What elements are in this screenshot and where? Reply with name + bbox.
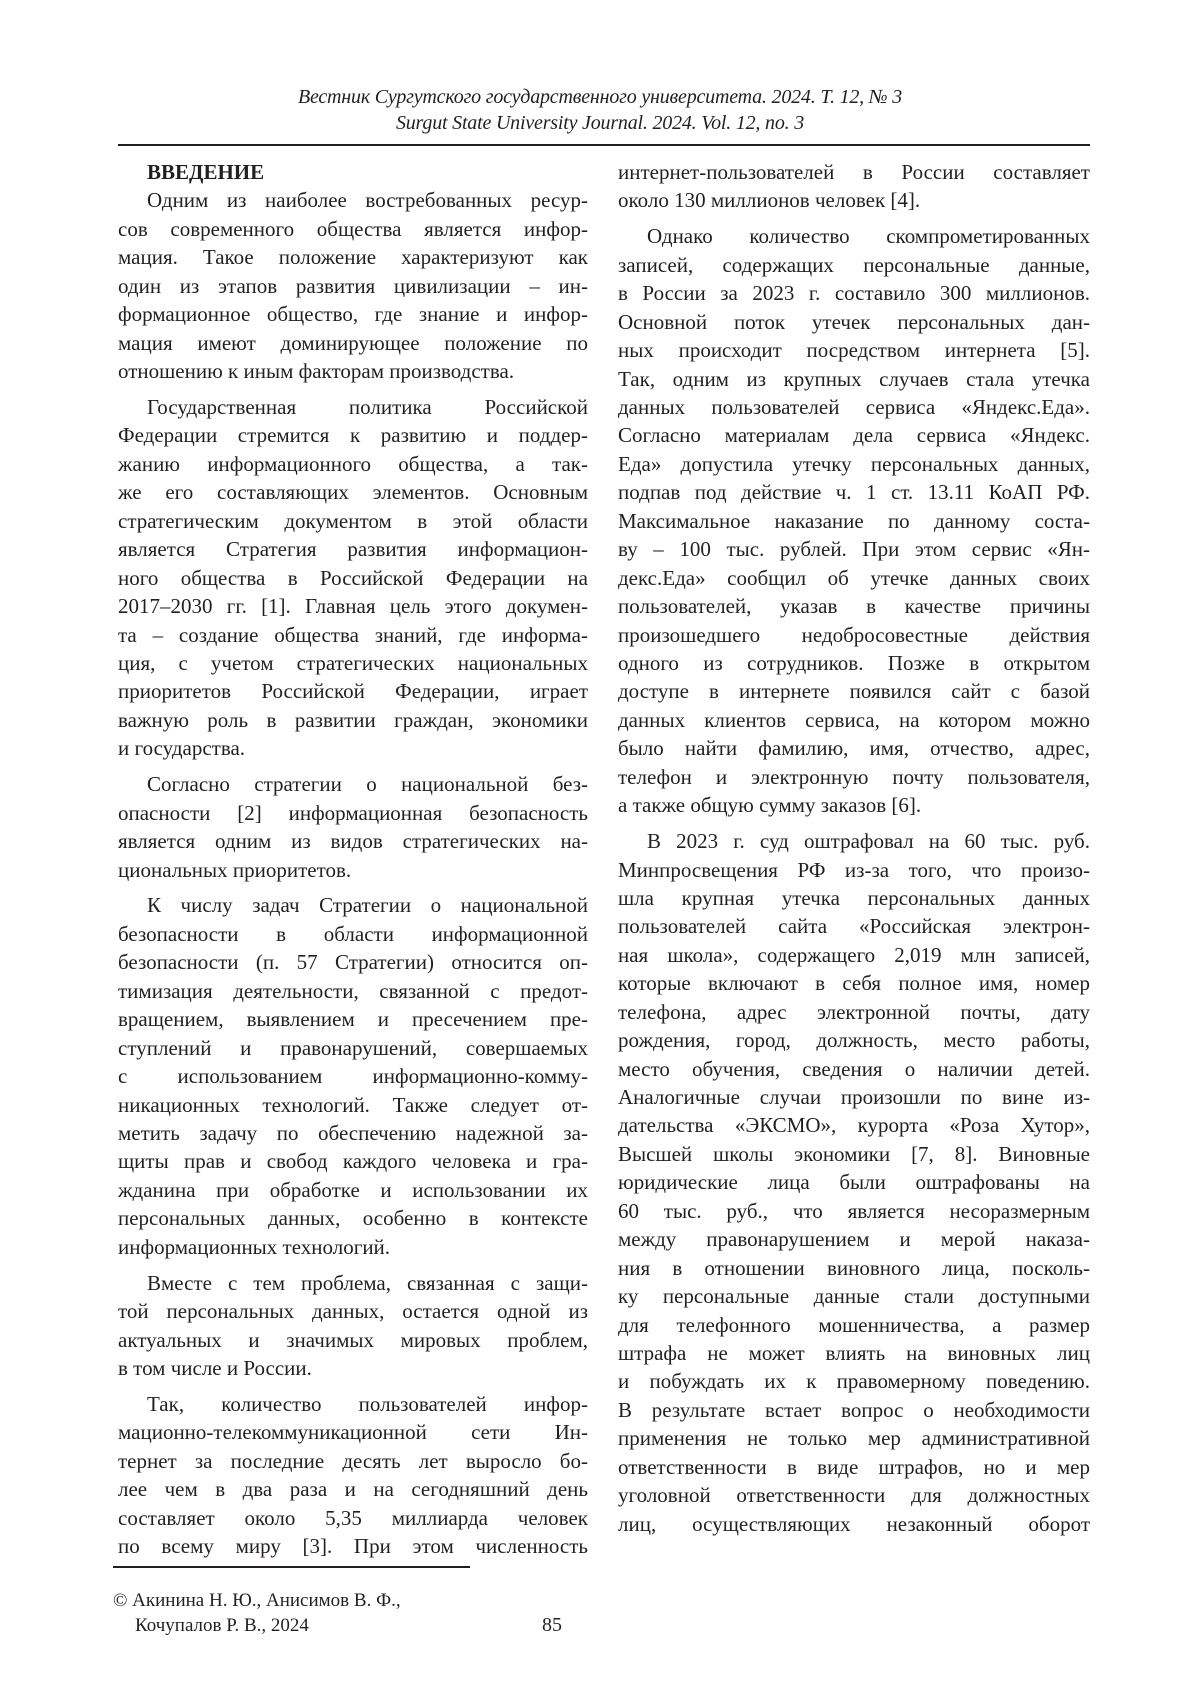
text-line: информационных технологий. — [118, 1233, 588, 1261]
text-line: ная школа», содержащего 2,019 млн записей, — [618, 941, 1090, 969]
journal-title-en: Surgut State University Journal. 2024. Vol. 12, no. 3 — [0, 112, 1200, 135]
text-line: никационных технологий. Также следует от- — [118, 1091, 588, 1119]
text-line: та – создание общества знаний, где информа- — [118, 621, 588, 649]
header-rule — [118, 144, 1090, 146]
text-line: Аналогичные случаи произошли по вине из- — [618, 1083, 1090, 1111]
text-line: мация имеют доминирующее положение по — [118, 329, 588, 357]
text-line: данных клиентов сервиса, на котором можно — [618, 706, 1090, 734]
left-column — [118, 158, 588, 1561]
text-line: Высшей школы экономики [7, 8]. Виновные — [618, 1140, 1090, 1168]
paragraph — [618, 222, 1090, 819]
text-line: Минпросвещения РФ из-за того, что произо- — [618, 856, 1090, 884]
text-line: подпав под действие ч. 1 ст. 13.11 КоАП РФ. — [618, 478, 1090, 506]
text-line: Федерации стремится к развитию и поддер- — [118, 421, 588, 449]
text-line: ных происходит посредством интернета [5]. — [618, 336, 1090, 364]
paragraph — [118, 891, 588, 1261]
right-column — [618, 158, 1090, 1538]
text-line: ного общества в Российской Федерации на — [118, 564, 588, 592]
text-line: жанию информационного общества, а так- — [118, 450, 588, 478]
text-line: лее чем в два раза и на сегодняшний день — [118, 1475, 588, 1503]
text-line: опасности [2] информационная безопасность — [118, 799, 588, 827]
text-line: той персональных данных, остается одной из — [118, 1297, 588, 1325]
text-line: место обучения, сведения о наличии детей. — [618, 1055, 1090, 1083]
text-line: Максимальное наказание по данному соста- — [618, 507, 1090, 535]
text-line: в том числе и России. — [118, 1354, 588, 1382]
paragraph — [618, 158, 1090, 215]
text-line: и государства. — [118, 734, 588, 762]
text-line: ву – 100 тыс. рублей. При этом сервис «Ян- — [618, 535, 1090, 563]
text-line: щиты прав и свобод каждого человека и гра- — [118, 1147, 588, 1175]
text-line: было найти фамилию, имя, отчество, адрес, — [618, 734, 1090, 762]
text-line: Так, количество пользователей инфор- — [118, 1390, 588, 1418]
paragraph — [118, 186, 588, 385]
text-line: ция, с учетом стратегических национальных — [118, 649, 588, 677]
text-line: 60 тыс. руб., что является несоразмерным — [618, 1197, 1090, 1225]
text-line: К числу задач Стратегии о национальной — [118, 891, 588, 919]
text-line: жданина при обработке и использовании их — [118, 1176, 588, 1204]
text-line: безопасности в области информационной — [118, 920, 588, 948]
text-line: Так, одним из крупных случаев стала утечка — [618, 365, 1090, 393]
text-line: вращением, выявлением и пресечением пре- — [118, 1005, 588, 1033]
text-line: рождения, город, должность, место работы, — [618, 1026, 1090, 1054]
text-line: тернет за последние десять лет выросло бо- — [118, 1447, 588, 1475]
paragraph — [118, 393, 588, 763]
text-line: Еда» допустила утечку персональных данных, — [618, 450, 1090, 478]
text-line: важную роль в развитии граждан, экономики — [118, 706, 588, 734]
paragraph — [118, 770, 588, 884]
text-line: Согласно стратегии о национальной без- — [118, 770, 588, 798]
paragraph — [618, 827, 1090, 1538]
text-line: около 130 миллионов человек [4]. — [618, 186, 1090, 214]
text-line: Государственная политика Российской — [118, 393, 588, 421]
text-line: шла крупная утечка персональных данных — [618, 884, 1090, 912]
text-line: декс.Еда» сообщил об утечке данных своих — [618, 564, 1090, 592]
text-line: дательства «ЭКСМО», курорта «Роза Хутор», — [618, 1111, 1090, 1139]
text-line: в России за 2023 г. составило 300 миллионов. — [618, 279, 1090, 307]
text-line: метить задачу по обеспечению надежной за- — [118, 1119, 588, 1147]
text-line: один из этапов развития цивилизации – ин- — [118, 272, 588, 300]
text-line: ку персональные данные стали доступными — [618, 1282, 1090, 1310]
text-line: уголовной ответственности для должностных — [618, 1481, 1090, 1509]
text-line: является одним из видов стратегических на- — [118, 827, 588, 855]
text-line: актуальных и значимых мировых проблем, — [118, 1326, 588, 1354]
text-line: а также общую сумму заказов [6]. — [618, 791, 1090, 819]
text-line: Основной поток утечек персональных дан- — [618, 308, 1090, 336]
text-line: ния в отношении виновного лица, посколь- — [618, 1254, 1090, 1282]
copyright-line-2: Кочупалов Р. В., 2024 — [135, 1613, 309, 1638]
text-line: В результате встает вопрос о необходимости — [618, 1396, 1090, 1424]
text-line: пользователей сайта «Российская электрон- — [618, 912, 1090, 940]
text-line: ступлений и правонарушений, совершаемых — [118, 1034, 588, 1062]
text-line: циональных приоритетов. — [118, 856, 588, 884]
text-line: безопасности (п. 57 Стратегии) относится оп- — [118, 948, 588, 976]
text-line: лиц, осуществляющих незаконный оборот — [618, 1510, 1090, 1538]
text-line: 2017–2030 гг. [1]. Главная цель этого докумен- — [118, 592, 588, 620]
text-line: по всему миру [3]. При этом численность — [118, 1532, 588, 1560]
text-line: для телефонного мошенничества, а размер — [618, 1311, 1090, 1339]
text-line: же его составляющих элементов. Основным — [118, 478, 588, 506]
text-line: стратегическим документом в этой области — [118, 507, 588, 535]
text-line: и побуждать их к правомерному поведению. — [618, 1367, 1090, 1395]
text-line: Одним из наиболее востребованных ресур- — [118, 186, 588, 214]
page-number: 85 — [542, 1613, 562, 1638]
text-line: является Стратегия развития информацион- — [118, 535, 588, 563]
text-line: пользователей, указав в качестве причины — [618, 592, 1090, 620]
text-line: тимизация деятельности, связанной с предот- — [118, 977, 588, 1005]
paragraph — [118, 1269, 588, 1383]
text-line: персональных данных, особенно в контексте — [118, 1204, 588, 1232]
text-line: телефон и электронную почту пользователя, — [618, 763, 1090, 791]
text-line: отношению к иным факторам производства. — [118, 357, 588, 385]
text-line: формационное общество, где знание и инфор- — [118, 300, 588, 328]
journal-title-ru: Вестник Сургутского государственного университета. 2024. Т. 12, № 3 — [0, 86, 1200, 109]
text-line: штрафа не может влиять на виновных лиц — [618, 1339, 1090, 1367]
text-line: интернет-пользователей в России составляет — [618, 158, 1090, 186]
text-line: данных пользователей сервиса «Яндекс.Еда». — [618, 393, 1090, 421]
text-line: доступе в интернете появился сайт с базой — [618, 677, 1090, 705]
text-line: Однако количество скомпрометированных — [618, 222, 1090, 250]
section-heading: ВВЕДЕНИЕ — [118, 158, 588, 186]
copyright-line-1: © Акинина Н. Ю., Анисимов В. Ф., — [113, 1588, 401, 1613]
text-line: юридические лица были оштрафованы на — [618, 1168, 1090, 1196]
text-line: телефона, адрес электронной почты, дату — [618, 998, 1090, 1026]
text-line: одного из сотрудников. Позже в открытом — [618, 649, 1090, 677]
text-line: Согласно материалам дела сервиса «Яндекс. — [618, 421, 1090, 449]
text-line: мация. Такое положение характеризуют как — [118, 243, 588, 271]
footnote-rule — [113, 1566, 470, 1568]
text-line: составляет около 5,35 миллиарда человек — [118, 1504, 588, 1532]
text-line: мационно-телекоммуникационной сети Ин- — [118, 1418, 588, 1446]
text-line: которые включают в себя полное имя, номер — [618, 969, 1090, 997]
text-line: Вместе с тем проблема, связанная с защи- — [118, 1269, 588, 1297]
text-line: между правонарушением и мерой наказа- — [618, 1225, 1090, 1253]
text-line: ответственности в виде штрафов, но и мер — [618, 1453, 1090, 1481]
text-line: записей, содержащих персональные данные, — [618, 251, 1090, 279]
text-line: с использованием информационно-комму- — [118, 1062, 588, 1090]
text-line: приоритетов Российской Федерации, играет — [118, 677, 588, 705]
text-line: сов современного общества является инфор- — [118, 215, 588, 243]
text-line: применения не только мер административной — [618, 1424, 1090, 1452]
text-line: произошедшего недобросовестные действия — [618, 621, 1090, 649]
paragraph — [118, 1390, 588, 1561]
text-line: В 2023 г. суд оштрафовал на 60 тыс. руб. — [618, 827, 1090, 855]
